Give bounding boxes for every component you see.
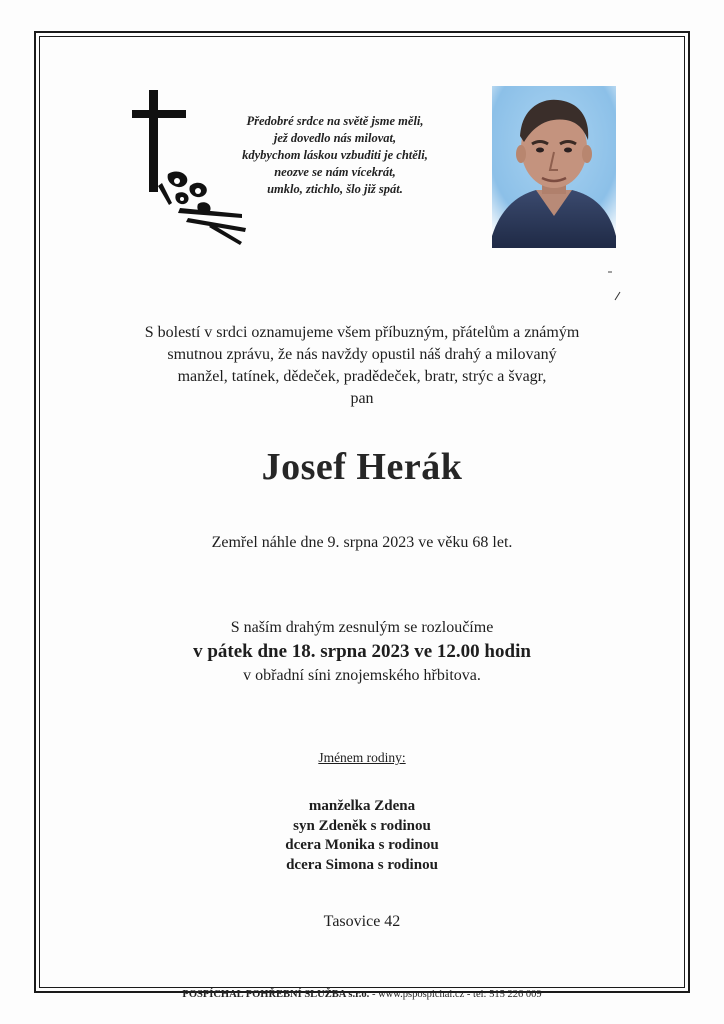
poem-line: Předobré srdce na světě jsme měli, [246,114,424,128]
farewell-intro: S naším drahým zesnulým se rozloučíme [230,619,494,636]
family-heading [60,750,664,766]
footer-separator: - [369,989,379,1000]
memorial-poem [215,113,455,198]
death-notice: Zemřel náhle dne 9. srpna 2023 ve věku 68 let. [211,534,513,551]
farewell-info [60,617,664,687]
footer-phone: tel: 515 226 009 [473,989,542,1000]
footer-separator: - [464,989,474,1000]
poem-line: umklo, ztichlo, šlo již spát. [267,182,403,196]
footer [0,989,724,1000]
announcement-line: S bolestí v srdci oznamujeme všem příbuzným, přátelům a známým [144,324,580,341]
scan-marks [600,262,640,312]
family-member: dcera Monika s rodinou [285,837,439,853]
poem-line: neozve se nám vícekrát, [274,165,396,179]
announcement-line: manžel, tatínek, dědeček, pradědeček, bratr, strýc a švagr, [177,368,547,385]
announcement-text [60,322,664,410]
announcement-line: pan [350,390,374,407]
family-member: dcera Simona s rodinou [286,856,438,873]
farewell-date: v pátek dne 18. srpna 2023 ve 12.00 hodin [193,641,531,662]
deceased-portrait-photo [492,86,616,248]
address: Tasovice 42 [323,913,401,930]
farewell-place: v obřadní síni znojemského hřbitova. [243,667,481,684]
poem-line: jež dovedlo nás milovat, [273,131,397,145]
poem-line: kdybychom láskou vzbuditi je chtěli, [242,148,428,162]
footer-website[interactable]: www.pspospichal.cz [378,989,465,1000]
footer-company: POSPÍCHAL POHŘEBNÍ SLUŽBA s.r.o. [182,989,370,1000]
family-members-list [60,797,664,875]
announcement-line: smutnou zprávu, že nás navždy opustil náš drahý a milovaný [167,346,557,363]
family-member: syn Zdeněk s rodinou [293,817,431,834]
family-heading-text: Jménem rodiny: [318,750,406,765]
family-member: manželka Zdena [308,798,416,814]
deceased-name: Josef Herák [261,446,463,488]
